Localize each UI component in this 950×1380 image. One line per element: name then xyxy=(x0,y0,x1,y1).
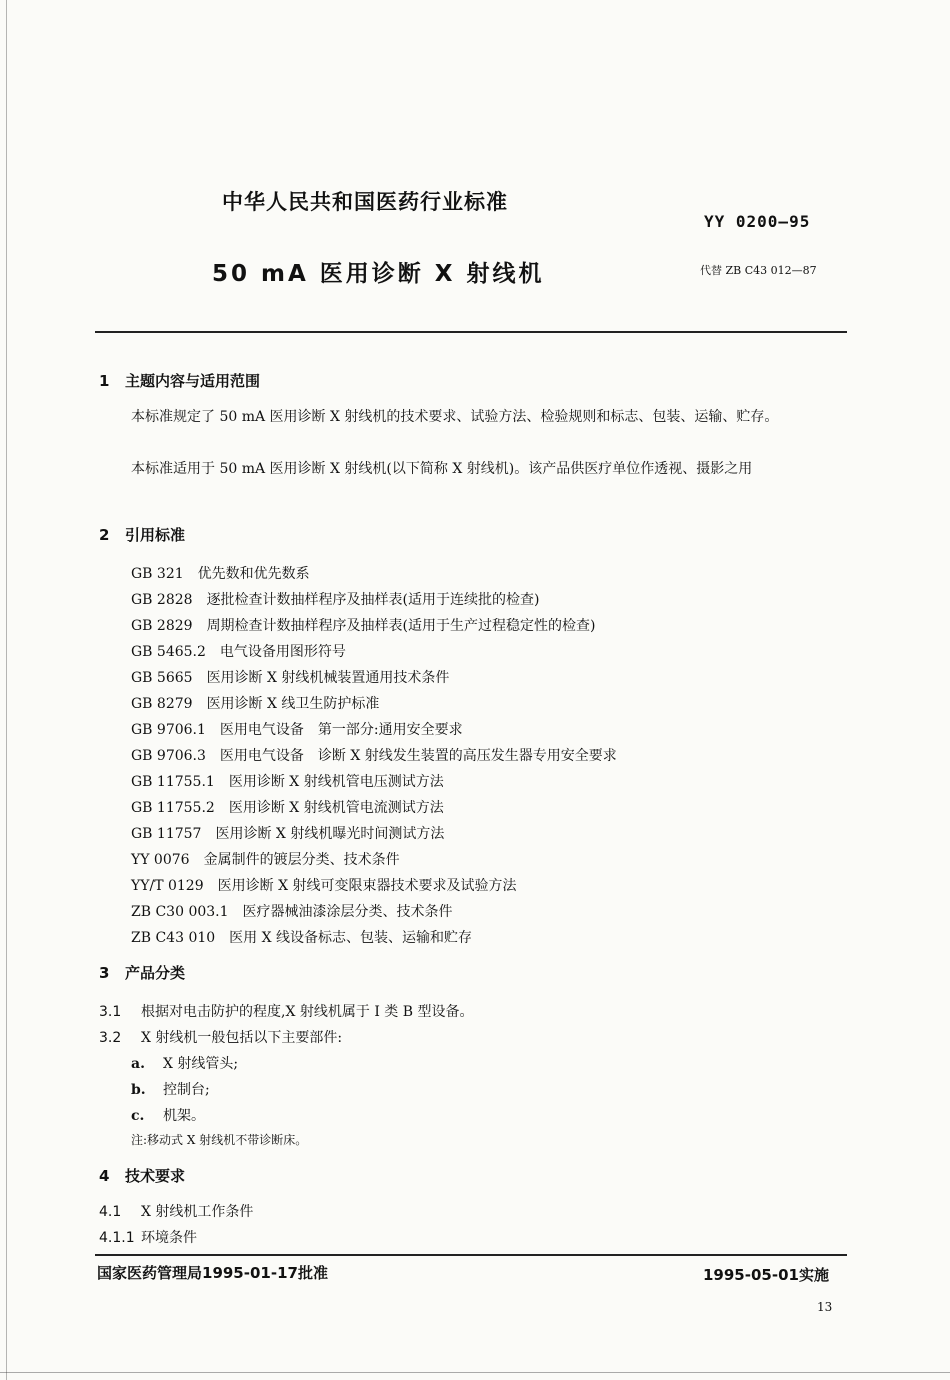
section-number: 2 xyxy=(99,526,110,544)
note: 注:移动式 X 射线机不带诊断床。 xyxy=(131,1133,308,1147)
reference-item xyxy=(131,641,346,661)
reference-name: 医用诊断 X 线卫生防护标准 xyxy=(206,696,380,712)
reference-name: 医用电气设备 诊断 X 射线发生装置的高压发生器专用安全要求 xyxy=(219,748,617,764)
reference-code: GB 11757 xyxy=(131,826,202,842)
reference-name: 医疗器械油漆涂层分类、技术条件 xyxy=(242,904,453,920)
reference-code: GB 11755.2 xyxy=(131,800,215,816)
reference-code: GB 2829 xyxy=(131,618,193,634)
page-number: 13 xyxy=(817,1300,833,1314)
reference-name: 电气设备用图形符号 xyxy=(219,644,346,660)
section-title: 产品分类 xyxy=(125,964,186,982)
reference-code: GB 9706.1 xyxy=(131,722,206,738)
reference-name: 医用诊断 X 射线机管电流测试方法 xyxy=(228,800,444,816)
reference-name: 医用诊断 X 射线可变限束器技术要求及试验方法 xyxy=(217,878,517,894)
reference-code: GB 8279 xyxy=(131,696,193,712)
section-1-heading xyxy=(99,370,260,391)
reference-name: 医用诊断 X 射线机管电压测试方法 xyxy=(228,774,444,790)
reference-name: 医用诊断 X 射线机曝光时间测试方法 xyxy=(215,826,445,842)
reference-name: 金属制件的镀层分类、技术条件 xyxy=(203,852,400,868)
section-number: 3 xyxy=(99,964,110,982)
reference-item xyxy=(131,797,444,817)
reference-name: 优先数和优先数系 xyxy=(197,566,310,582)
reference-code: ZB C43 010 xyxy=(131,930,216,946)
reference-item xyxy=(131,927,472,947)
list-item: a. X 射线管头; xyxy=(131,1056,239,1072)
paragraph: 本标准适用于 50 mA 医用诊断 X 射线机(以下简称 X 射线机)。该产品供医疗单位作透视、摄影之用 xyxy=(131,461,753,477)
standard-category-title: 中华人民共和国医药行业标准 xyxy=(222,190,508,214)
scan-edge-bottom xyxy=(0,1372,950,1373)
list-item: b. 控制台; xyxy=(131,1082,210,1098)
paragraph: 本标准规定了 50 mA 医用诊断 X 射线机的技术要求、试验方法、检验规则和标志、包装、运输、贮存。 xyxy=(131,409,779,425)
reference-item xyxy=(131,563,310,583)
section-4-heading xyxy=(99,1165,185,1186)
reference-item xyxy=(131,849,400,869)
reference-item xyxy=(131,771,444,791)
approval-line: 国家医药管理局1995-01-17批准 xyxy=(97,1264,328,1282)
reference-code: GB 9706.3 xyxy=(131,748,206,764)
section-title: 技术要求 xyxy=(125,1167,186,1185)
section-number: 1 xyxy=(99,372,110,390)
implementation-date: 1995-05-01实施 xyxy=(703,1266,829,1284)
clause: 3.2 X 射线机一般包括以下主要部件: xyxy=(99,1030,343,1046)
clause: 4.1 X 射线机工作条件 xyxy=(99,1204,254,1220)
clause: 4.1.1 环境条件 xyxy=(99,1230,197,1246)
section-title: 引用标准 xyxy=(125,526,186,544)
section-3-heading xyxy=(99,962,185,983)
header-divider xyxy=(95,331,847,333)
reference-name: 周期检查计数抽样程序及抽样表(适用于生产过程稳定性的检查) xyxy=(206,618,596,634)
section-number: 4 xyxy=(99,1167,110,1185)
replaces-standard: 代替 ZB C43 012—87 xyxy=(700,264,817,277)
reference-name: 医用 X 线设备标志、包装、运输和贮存 xyxy=(229,930,473,946)
reference-item xyxy=(131,667,449,687)
reference-code: GB 2828 xyxy=(131,592,193,608)
reference-item xyxy=(131,745,617,765)
reference-name: 医用诊断 X 射线机械装置通用技术条件 xyxy=(206,670,450,686)
reference-name: 医用电气设备 第一部分:通用安全要求 xyxy=(219,722,463,738)
reference-code: GB 321 xyxy=(131,566,184,582)
reference-item xyxy=(131,901,453,921)
reference-item xyxy=(131,589,540,609)
reference-item xyxy=(131,823,444,843)
document-title: 50 mA 医用诊断 X 射线机 xyxy=(212,261,545,287)
reference-item xyxy=(131,875,517,895)
reference-code: GB 5465.2 xyxy=(131,644,206,660)
list-item: c. 机架。 xyxy=(131,1108,205,1124)
reference-code: YY/T 0129 xyxy=(131,878,204,894)
section-2-heading xyxy=(99,524,185,545)
reference-item xyxy=(131,693,379,713)
standard-number: YY 0200—95 xyxy=(704,212,811,231)
clause: 3.1 根据对电击防护的程度,X 射线机属于 I 类 B 型设备。 xyxy=(99,1004,474,1020)
reference-code: YY 0076 xyxy=(131,852,190,868)
footer-divider xyxy=(95,1254,847,1256)
reference-item xyxy=(131,615,596,635)
reference-item xyxy=(131,719,463,739)
section-title: 主题内容与适用范围 xyxy=(125,372,261,390)
reference-code: ZB C30 003.1 xyxy=(131,904,229,920)
reference-code: GB 5665 xyxy=(131,670,193,686)
scan-edge-left xyxy=(6,0,7,1380)
reference-code: GB 11755.1 xyxy=(131,774,215,790)
reference-name: 逐批检查计数抽样程序及抽样表(适用于连续批的检查) xyxy=(206,592,540,608)
